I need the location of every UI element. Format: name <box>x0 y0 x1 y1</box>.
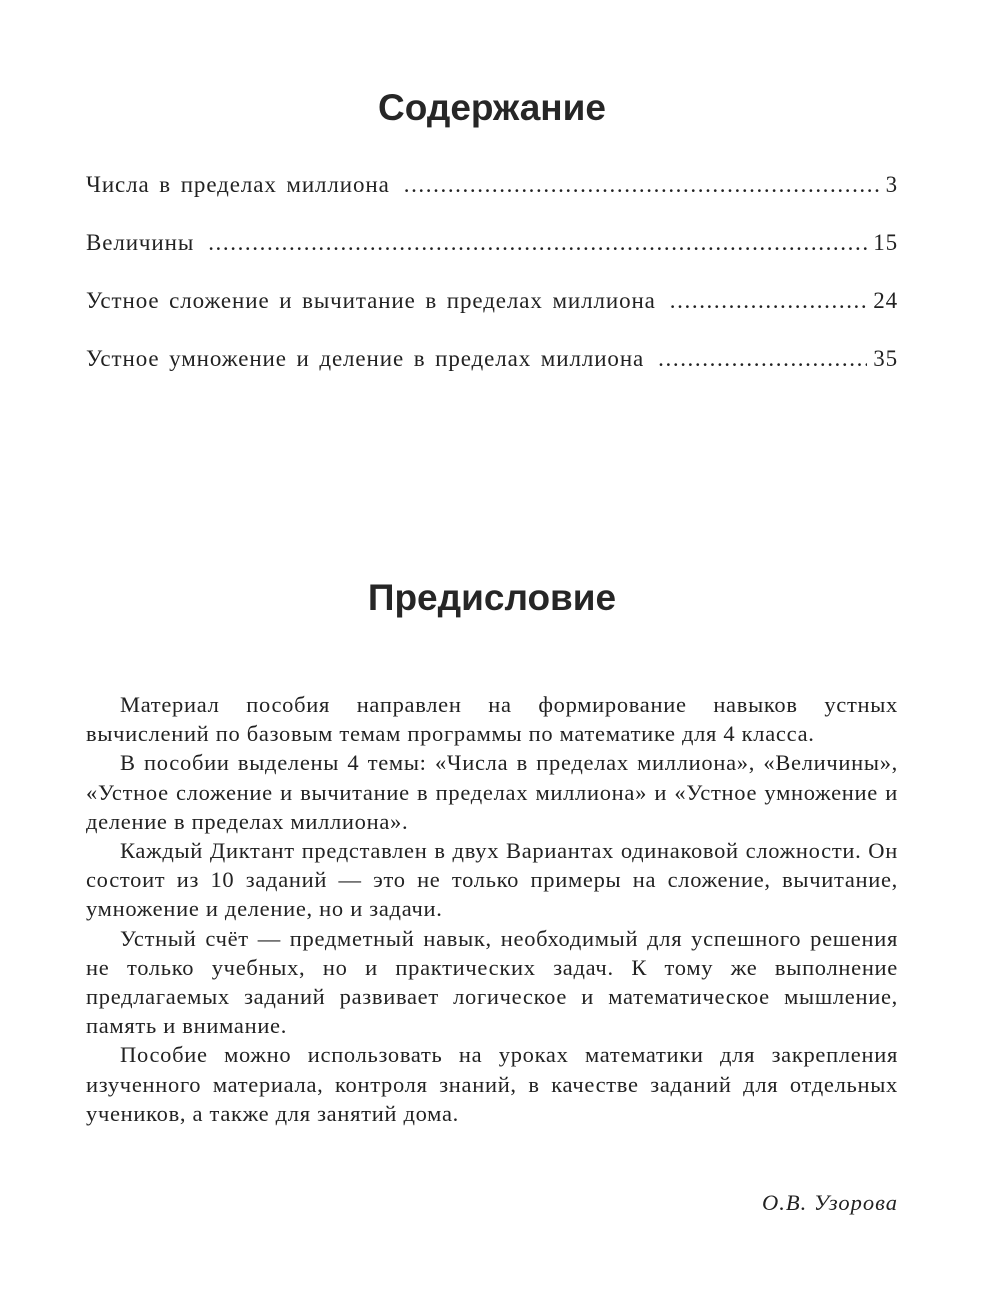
preface-paragraph: Устный счёт — предметный навык, необходимый для успешного решения не только учебных, но и практических задач. К тому же выполнение предлагаемых заданий развивает логическое и математическое мышление, память и внимание. <box>86 925 898 1039</box>
author-signature: О.В. Узорова <box>762 1190 898 1215</box>
toc-entry-title: Устное сложение и вычитание в пределах миллиона <box>86 288 656 313</box>
document-page <box>86 0 898 1296</box>
toc-entry-title: Устное умножение и деление в пределах миллиона <box>86 346 645 371</box>
toc-entry-page: 24 <box>873 288 898 313</box>
toc-entry[interactable] <box>86 287 898 315</box>
toc-entry-page: 15 <box>873 230 898 255</box>
toc-leader-dots <box>658 345 867 373</box>
toc-entry[interactable] <box>86 229 898 257</box>
contents-title: Содержание <box>378 87 606 128</box>
preface-paragraph: Каждый Диктант представлен в двух Вариантах одинаковой сложности. Он состоит из 10 заданий — это не только примеры на сложение, вычитание, умножение и деление, но и задачи. <box>86 838 898 922</box>
preface-paragraph: Пособие можно использовать на уроках математики для закрепления изученного материала, контроля знаний, в качестве заданий для отдельных учеников, а также для занятий дома. <box>86 1042 898 1126</box>
toc-entry[interactable] <box>86 171 898 199</box>
preface-title: Предисловие <box>367 577 617 618</box>
toc-leader-dots <box>208 229 867 257</box>
toc-entry-title: Числа в пределах миллиона <box>86 172 390 197</box>
toc-leader-dots <box>670 287 867 315</box>
preface-paragraph: В пособии выделены 4 темы: «Числа в пределах миллиона», «Величины», «Устное сложение и вычитание в пределах миллиона» и «Устное умножение и деление в пределах миллиона». <box>86 750 898 834</box>
toc-entry[interactable] <box>86 345 898 373</box>
preface-paragraph: Материал пособия направлен на формирование навыков устных вычислений по базовым темам программы по математике для 4 класса. <box>86 692 898 747</box>
toc-leader-dots <box>404 171 880 199</box>
toc-entry-page: 35 <box>873 346 898 371</box>
toc-entry-title: Величины <box>86 230 195 255</box>
preface-body <box>86 690 898 1128</box>
toc-entry-page: 3 <box>885 172 898 197</box>
